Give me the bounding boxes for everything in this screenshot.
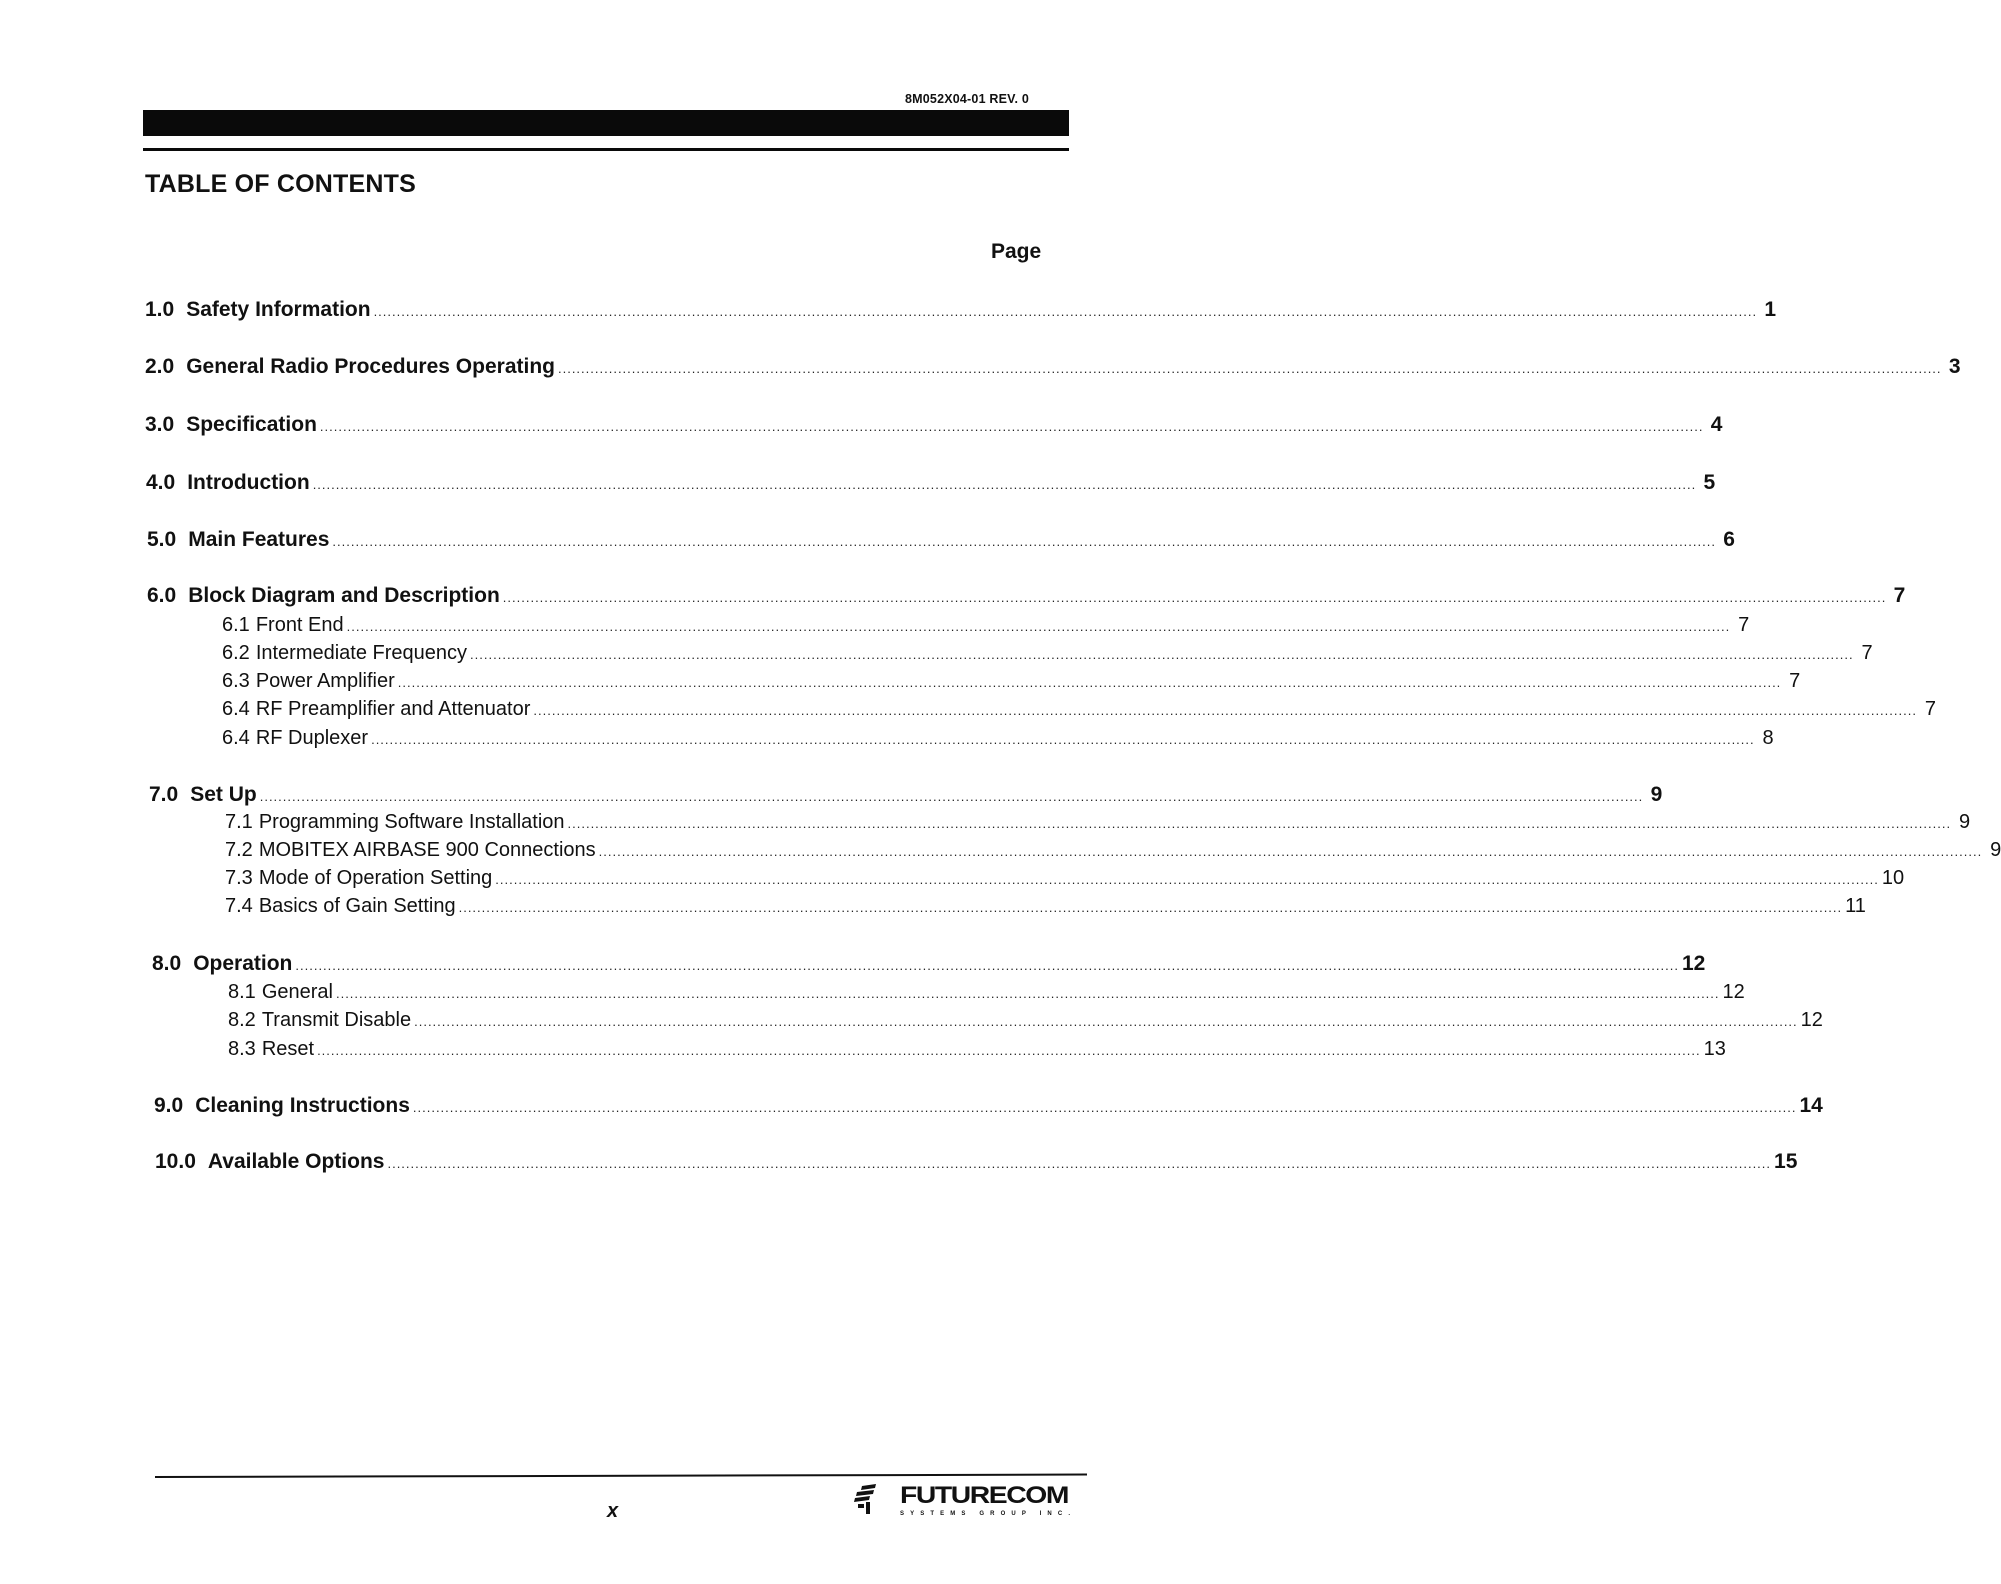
footer-page-number: x bbox=[607, 1500, 619, 1522]
toc-page: 7 bbox=[1893, 584, 1906, 607]
toc-entry-7-3 bbox=[225, 867, 1905, 891]
toc-number: 7.2 bbox=[225, 839, 253, 861]
dot-leader: ............................................................................................................................................................................................................................................................................................................ bbox=[332, 534, 1716, 549]
dot-leader: ............................................................................................................................................................................................................................................................................................................ bbox=[470, 647, 1854, 662]
toc-number: 6.0 bbox=[147, 584, 177, 607]
toc-label: Set Up bbox=[190, 783, 257, 806]
footer-rule bbox=[155, 1474, 1087, 1478]
toc-number: 6.1 bbox=[222, 614, 250, 636]
toc-label: General bbox=[261, 981, 333, 1003]
page-column-label: Page bbox=[991, 240, 1042, 263]
logo-subtext: SYSTEMS GROUP INC. bbox=[900, 1511, 1070, 1517]
dot-leader: ............................................................................................................................................................................................................................................................................................................ bbox=[533, 703, 1917, 718]
dot-leader: ............................................................................................................................................................................................................................................................................................................ bbox=[371, 732, 1755, 747]
toc-page: 3 bbox=[1948, 355, 1961, 378]
toc-entry-8-1 bbox=[228, 981, 1745, 1005]
toc-entry-7-4 bbox=[225, 895, 1866, 919]
toc-number: 6.4 bbox=[222, 698, 250, 720]
toc-label: Transmit Disable bbox=[261, 1009, 412, 1031]
toc-page: 6 bbox=[1723, 528, 1735, 551]
toc-label: Specification bbox=[186, 413, 317, 436]
dot-leader: ............................................................................................................................................................................................................................................................................................................ bbox=[319, 419, 1704, 434]
toc-number: 10.0 bbox=[155, 1150, 196, 1173]
toc-number: 2.0 bbox=[145, 355, 175, 378]
futurecom-logo bbox=[852, 1482, 1077, 1518]
toc-number: 1.0 bbox=[145, 298, 175, 321]
toc-label: Mode of Operation Setting bbox=[258, 867, 493, 889]
toc-number: 9.0 bbox=[154, 1094, 184, 1117]
toc-number: 7.0 bbox=[149, 783, 179, 806]
dot-leader: ............................................................................................................................................................................................................................................................................................................ bbox=[317, 1043, 1701, 1058]
toc-entry-4-0 bbox=[146, 471, 1716, 497]
toc-entry-8-3 bbox=[228, 1038, 1726, 1062]
toc-page: 9 bbox=[1958, 811, 1971, 833]
toc-entry-3-0 bbox=[145, 413, 1723, 439]
toc-entry-6-4 bbox=[222, 698, 1936, 722]
toc-page: 9 bbox=[1650, 783, 1663, 806]
dot-leader: ............................................................................................................................................................................................................................................................................................................ bbox=[414, 1014, 1798, 1029]
toc-entry-6-1 bbox=[222, 614, 1750, 638]
toc-label: Power Amplifier bbox=[255, 670, 395, 692]
toc-label: Main Features bbox=[188, 528, 330, 551]
logo-mark-icon bbox=[854, 1484, 876, 1514]
dot-leader: ............................................................................................................................................................................................................................................................................................................ bbox=[458, 900, 1843, 915]
toc-number: 6.2 bbox=[222, 642, 250, 664]
header-rule bbox=[143, 148, 1069, 151]
toc-entry-1-0 bbox=[145, 298, 1777, 324]
dot-leader: ............................................................................................................................................................................................................................................................................................................ bbox=[346, 619, 1731, 634]
toc-page: 5 bbox=[1703, 471, 1716, 494]
toc-label: RF Duplexer bbox=[255, 727, 369, 749]
dot-leader: ............................................................................................................................................................................................................................................................................................................ bbox=[495, 872, 1879, 887]
toc-page: 8 bbox=[1762, 727, 1774, 749]
toc-entry-6-3 bbox=[222, 670, 1801, 694]
toc-label: Safety Information bbox=[186, 298, 371, 321]
toc-number: 8.3 bbox=[228, 1038, 256, 1060]
toc-number: 5.0 bbox=[147, 528, 177, 551]
dot-leader: ............................................................................................................................................................................................................................................................................................................ bbox=[502, 590, 1887, 605]
dot-leader: ............................................................................................................................................................................................................................................................................................................ bbox=[387, 1156, 1772, 1171]
toc-label: Reset bbox=[261, 1038, 315, 1060]
toc-entry-8-0 bbox=[152, 952, 1706, 978]
doc-number: 8M052X04-01 REV. 0 bbox=[905, 92, 1030, 106]
toc-page: 10 bbox=[1881, 867, 1905, 889]
toc-entry-6-2 bbox=[222, 642, 1873, 666]
toc-page: 9 bbox=[1990, 839, 2001, 861]
toc-entry-9-0 bbox=[154, 1094, 1823, 1120]
toc-entry-5-0 bbox=[147, 528, 1735, 554]
toc-number: 8.0 bbox=[152, 952, 182, 975]
toc-number: 7.4 bbox=[225, 895, 253, 917]
toc-title: TABLE OF CONTENTS bbox=[145, 170, 416, 198]
toc-label: Basics of Gain Setting bbox=[258, 895, 456, 917]
dot-leader: ............................................................................................................................................................................................................................................................................................................ bbox=[259, 789, 1644, 804]
toc-label: Cleaning Instructions bbox=[195, 1094, 410, 1117]
toc-page: 15 bbox=[1774, 1150, 1798, 1173]
toc-page: 4 bbox=[1710, 413, 1723, 436]
toc-entry-6-4b bbox=[222, 727, 1774, 751]
toc-entry-10-0 bbox=[155, 1150, 1798, 1176]
toc-page: 11 bbox=[1845, 895, 1866, 917]
toc-page: 13 bbox=[1703, 1038, 1726, 1060]
toc-entry-8-2 bbox=[228, 1009, 1823, 1033]
toc-page: 7 bbox=[1861, 642, 1873, 664]
toc-entry-7-0 bbox=[149, 783, 1663, 809]
toc-number: 8.1 bbox=[228, 981, 256, 1003]
header-bar bbox=[143, 110, 1069, 136]
dot-leader: ............................................................................................................................................................................................................................................................................................................ bbox=[373, 304, 1758, 319]
toc-page: 12 bbox=[1722, 981, 1745, 1003]
toc-entry-2-0 bbox=[145, 355, 1961, 381]
toc-label: Available Options bbox=[207, 1150, 385, 1173]
toc-page: 12 bbox=[1681, 952, 1706, 975]
dot-leader: ............................................................................................................................................................................................................................................................................................................ bbox=[557, 361, 1942, 376]
toc-label: Introduction bbox=[187, 471, 310, 494]
dot-leader: ............................................................................................................................................................................................................................................................................................................ bbox=[598, 844, 1983, 859]
dot-leader: ............................................................................................................................................................................................................................................................................................................ bbox=[312, 477, 1697, 492]
toc-page: 14 bbox=[1799, 1094, 1823, 1117]
toc-label: Programming Software Installation bbox=[258, 811, 565, 833]
dot-leader: ............................................................................................................................................................................................................................................................................................................ bbox=[567, 816, 1952, 831]
toc-page: 1 bbox=[1764, 298, 1777, 321]
toc-label: MOBITEX AIRBASE 900 Connections bbox=[258, 839, 596, 861]
dot-leader: ............................................................................................................................................................................................................................................................................................................ bbox=[335, 986, 1720, 1001]
toc-label: General Radio Procedures Operating bbox=[186, 355, 555, 378]
toc-label: Block Diagram and Description bbox=[188, 584, 500, 607]
toc-label: Intermediate Frequency bbox=[255, 642, 468, 664]
toc-label: Front End bbox=[255, 614, 344, 636]
toc-number: 7.3 bbox=[225, 867, 253, 889]
toc-page: 7 bbox=[1924, 698, 1936, 720]
toc-page: 7 bbox=[1738, 614, 1750, 636]
toc-entry-6-0 bbox=[147, 584, 1906, 610]
toc-number: 7.1 bbox=[225, 811, 253, 833]
toc-label: Operation bbox=[193, 952, 293, 975]
toc-entry-7-2 bbox=[225, 839, 2001, 863]
toc-page: 7 bbox=[1789, 670, 1801, 692]
dot-leader: ............................................................................................................................................................................................................................................................................................................ bbox=[295, 958, 1679, 973]
toc-number: 6.4 bbox=[222, 727, 250, 749]
toc-number: 4.0 bbox=[146, 471, 176, 494]
dot-leader: ............................................................................................................................................................................................................................................................................................................ bbox=[397, 675, 1782, 690]
toc-label: RF Preamplifier and Attenuator bbox=[255, 698, 531, 720]
toc-number: 6.3 bbox=[222, 670, 250, 692]
logo-wordmark: FUTURECOM bbox=[900, 1482, 1069, 1509]
dot-leader: ............................................................................................................................................................................................................................................................................................................ bbox=[412, 1100, 1797, 1115]
toc-entry-7-1 bbox=[225, 811, 1971, 835]
toc-number: 3.0 bbox=[145, 413, 175, 436]
toc-page: 12 bbox=[1800, 1009, 1823, 1031]
toc-number: 8.2 bbox=[228, 1009, 256, 1031]
